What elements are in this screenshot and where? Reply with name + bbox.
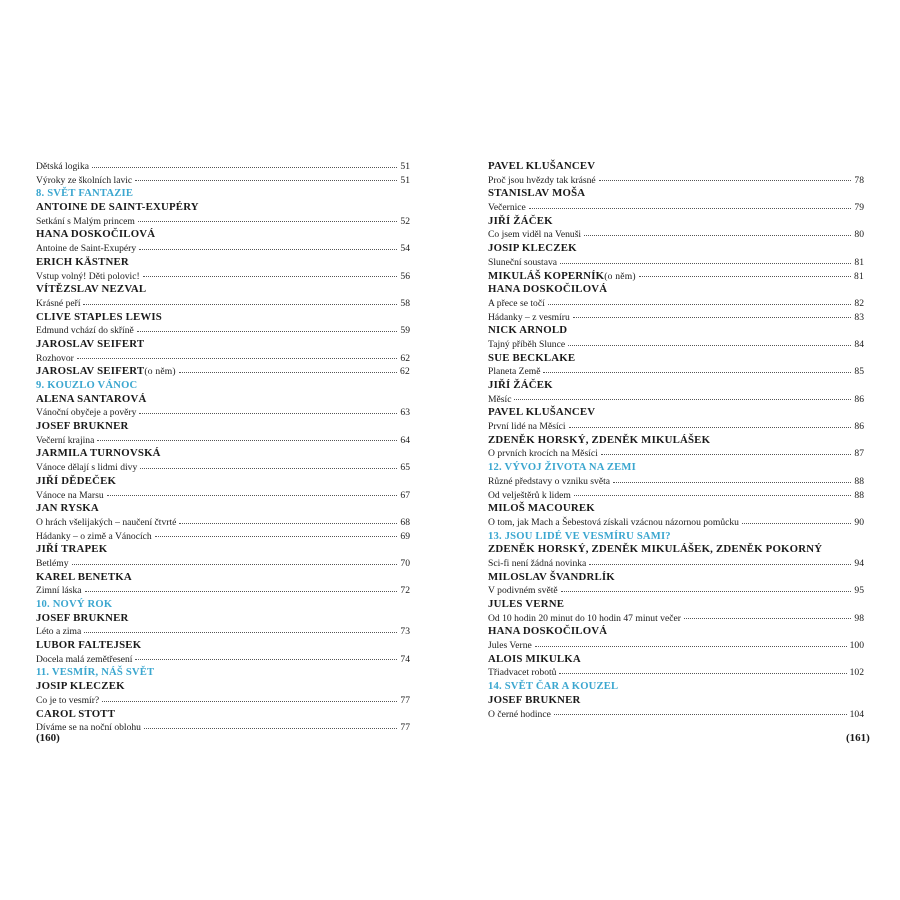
toc-author: JIŘÍ ŽÁČEK [488, 214, 553, 227]
toc-author: JOSIP KLECZEK [36, 680, 125, 693]
author-note: (o něm) [604, 270, 636, 282]
toc-section-heading: 14. SVĚT ČAR A KOUZEL [488, 681, 619, 693]
toc-author: JOSEF BRUKNER [36, 611, 129, 624]
page-ref: 51 [400, 161, 410, 172]
page-ref: 102 [849, 667, 864, 679]
entry-title: Proč jsou hvězdy tak krásné [488, 174, 596, 186]
page-ref: 87 [854, 448, 864, 460]
toc-author: LUBOR FALTEJSEK [36, 639, 142, 652]
toc-entry [36, 625, 410, 639]
toc-entry [36, 516, 410, 530]
toc-entry [36, 352, 410, 366]
toc-left-page [36, 160, 410, 735]
page-ref: 88 [854, 475, 864, 487]
entry-title: Od velještěrů k lidem [488, 489, 571, 501]
toc-author: JIŘÍ TRAPEK [36, 543, 108, 556]
dot-leader [83, 303, 397, 305]
toc-entry [488, 365, 864, 379]
dot-leader [137, 330, 398, 332]
toc-author: HANA DOSKOČILOVÁ [36, 228, 156, 241]
dot-leader [574, 494, 852, 496]
dot-leader [144, 727, 397, 729]
dot-leader [529, 207, 852, 209]
dot-leader [548, 303, 852, 305]
entry-title: Měsíc [488, 393, 512, 405]
toc-author-with-page [488, 270, 864, 284]
dot-leader [102, 700, 397, 702]
page-ref: 73 [400, 626, 410, 638]
entry-title: V podivném světě [488, 585, 558, 597]
toc-author: JOSEF BRUKNER [488, 693, 581, 706]
page-ref: 104 [849, 708, 864, 720]
toc-entry [36, 434, 410, 448]
toc-entry [488, 420, 864, 434]
dot-leader [139, 248, 397, 250]
page-ref: 82 [854, 297, 864, 309]
dot-leader [560, 262, 851, 264]
dot-leader [584, 234, 851, 236]
toc-entry [488, 612, 864, 626]
toc-section-heading: 8. SVĚT FANTAZIE [36, 188, 134, 200]
page-ref: 95 [854, 585, 864, 597]
toc-entry [36, 461, 410, 475]
entry-title: Sluneční soustava [488, 256, 558, 268]
toc-author: CLIVE STAPLES LEWIS [36, 310, 163, 323]
toc-section-heading: 13. JSOU LIDÉ VE VESMÍRU SAMI? [488, 530, 671, 542]
page-ref: 77 [400, 694, 410, 706]
page-ref: 84 [854, 338, 864, 350]
page-ref: 85 [854, 366, 864, 378]
dot-leader [77, 357, 398, 359]
entry-title: Hádanky – z vesmíru [488, 311, 570, 323]
page-ref: 86 [854, 393, 864, 405]
page-ref: 63 [400, 407, 410, 419]
toc-entry [488, 584, 864, 598]
toc-entry [36, 215, 410, 229]
page-ref: 62 [400, 366, 410, 378]
toc-entry [36, 721, 410, 735]
toc-entry [488, 639, 864, 653]
toc-entry [36, 406, 410, 420]
entry-title: Třiadvacet robotů [488, 667, 557, 679]
toc-author-with-page [36, 365, 410, 379]
dot-leader [554, 713, 847, 715]
toc-author: PAVEL KLUŠANCEV [488, 160, 596, 172]
toc-entry [488, 393, 864, 407]
page-ref: 74 [400, 653, 410, 665]
dot-leader [179, 371, 397, 373]
page-ref: 51 [400, 174, 410, 186]
entry-title: Setkání s Malým princem [36, 215, 135, 227]
entry-title: Docela malá zemětřesení [36, 653, 133, 665]
page-number-right: (161) [846, 732, 870, 744]
dot-leader [139, 412, 397, 414]
toc-section-heading: 10. NOVÝ ROK [36, 599, 113, 610]
toc-section-heading: 11. VESMÍR, NÁŠ SVĚT [36, 667, 155, 679]
entry-title: Různé představy o vzniku světa [488, 475, 611, 487]
toc-author: ZDENĚK HORSKÝ, ZDENĚK MIKULÁŠEK [488, 433, 711, 446]
toc-entry [488, 447, 864, 461]
toc-right-page [488, 160, 864, 721]
page-ref: 86 [854, 421, 864, 433]
toc-author: HANA DOSKOČILOVÁ [488, 283, 608, 296]
toc-section-heading: 9. KOUZLO VÁNOC [36, 380, 138, 391]
toc-entry [36, 160, 410, 174]
toc-author: ALOIS MIKULKA [488, 652, 581, 665]
entry-title: Vánoční obyčeje a pověry [36, 407, 137, 419]
toc-entry [36, 530, 410, 544]
toc-author: STANISLAV MOŠA [488, 187, 586, 200]
toc-entry [488, 489, 864, 503]
page-ref: 90 [854, 516, 864, 528]
entry-title: Zimní láska [36, 585, 82, 597]
entry-title: Jules Verne [488, 640, 532, 652]
toc-author: PAVEL KLUŠANCEV [488, 406, 596, 419]
toc-section-heading: 12. VÝVOJ ŽIVOTA NA ZEMI [488, 462, 636, 474]
page-ref: 78 [854, 174, 864, 186]
toc-author: JOSEF BRUKNER [36, 420, 129, 433]
entry-title: Edmund vchází do skříně [36, 325, 134, 337]
entry-title: Antoine de Saint-Exupéry [36, 243, 137, 255]
entry-title: Večerní krajina [36, 434, 95, 446]
page-ref: 56 [400, 270, 410, 282]
author-name: JAROSLAV SEIFERT [36, 365, 145, 378]
dot-leader [143, 275, 398, 277]
toc-entry [488, 338, 864, 352]
entry-title: A přece se točí [488, 297, 545, 309]
toc-author: JIŘÍ ŽÁČEK [488, 379, 553, 391]
dot-leader [535, 645, 847, 647]
entry-title: O černé hodince [488, 708, 551, 720]
author-note: (o něm) [144, 366, 176, 378]
entry-title: Tajný příběh Slunce [488, 338, 566, 350]
entry-title: Co jsem viděl na Venuši [488, 229, 582, 241]
page-ref: 83 [854, 311, 864, 323]
toc-author: JULES VERNE [488, 598, 565, 610]
entry-title: Léto a zima [36, 626, 82, 638]
entry-title: Dětská logika [36, 161, 90, 172]
dot-leader [569, 426, 852, 428]
dot-leader [97, 439, 397, 441]
dot-leader [140, 467, 397, 469]
toc-entry [488, 666, 864, 680]
page-ref: 65 [400, 462, 410, 474]
dot-leader [179, 522, 397, 524]
toc-entry [488, 297, 864, 311]
toc-author: ERICH KÄSTNER [36, 255, 129, 268]
dot-leader [568, 344, 851, 346]
toc-author: JOSIP KLECZEK [488, 242, 577, 255]
page-ref: 80 [854, 229, 864, 241]
page-ref: 72 [400, 585, 410, 597]
toc-entry [36, 297, 410, 311]
toc-author: JAN RYSKA [36, 502, 99, 515]
toc-entry [36, 584, 410, 598]
page-ref: 52 [400, 215, 410, 227]
toc-author: ALENA SANTAROVÁ [36, 392, 147, 405]
page-ref: 67 [400, 489, 410, 501]
entry-title: O hrách všelijakých – naučení čtvrté [36, 516, 177, 528]
dot-leader [135, 179, 397, 181]
entry-title: První lidé na Měsíci [488, 421, 566, 433]
page-ref: 81 [854, 270, 864, 282]
dot-leader [589, 563, 851, 565]
toc-author: JAROSLAV SEIFERT [36, 337, 145, 350]
toc-entry [36, 174, 410, 188]
toc-author: ANTOINE DE SAINT-EXUPÉRY [36, 201, 199, 214]
dot-leader [573, 316, 852, 318]
dot-leader [155, 535, 398, 537]
dot-leader [135, 658, 397, 660]
dot-leader [559, 672, 846, 674]
entry-title: Výroky ze školních lavic [36, 174, 133, 186]
page-ref: 79 [854, 202, 864, 214]
entry-title: Sci-fi není žádná novinka [488, 557, 587, 569]
dot-leader [138, 220, 398, 222]
page-ref: 62 [400, 352, 410, 364]
author-name: MIKULÁŠ KOPERNÍK [488, 269, 605, 282]
page-ref: 69 [400, 530, 410, 542]
dot-leader [107, 494, 398, 496]
toc-author: MILOŠ MACOUREK [488, 502, 595, 515]
entry-title: O prvních krocích na Měsíci [488, 448, 598, 460]
toc-author: NICK ARNOLD [488, 324, 568, 337]
toc-entry [36, 694, 410, 708]
dot-leader [742, 522, 851, 524]
toc-entry [36, 653, 410, 667]
toc-entry [36, 324, 410, 338]
page-ref: 68 [400, 516, 410, 528]
toc-entry [488, 228, 864, 242]
page-ref: 100 [849, 640, 864, 652]
page-ref: 54 [400, 243, 410, 255]
entry-title: Večernice [488, 202, 526, 214]
entry-title: Betlémy [36, 557, 69, 569]
page-ref: 94 [854, 557, 864, 569]
toc-entry [488, 201, 864, 215]
page-ref: 77 [400, 722, 410, 734]
dot-leader [92, 166, 397, 168]
toc-author: JARMILA TURNOVSKÁ [36, 447, 161, 460]
entry-title: Vánoce na Marsu [36, 489, 104, 501]
dot-leader [613, 481, 851, 483]
page-ref: 98 [854, 612, 864, 624]
page-number-left: (160) [36, 732, 60, 744]
toc-entry [36, 489, 410, 503]
entry-title: Vstup volný! Děti polovic! [36, 270, 140, 282]
entry-title: Co je to vesmír? [36, 694, 100, 706]
page-ref: 58 [400, 297, 410, 309]
entry-title: Planeta Země [488, 366, 541, 378]
dot-leader [639, 275, 851, 277]
toc-author: MILOSLAV ŠVANDRLÍK [488, 570, 615, 583]
entry-title: Od 10 hodin 20 minut do 10 hodin 47 minut večer [488, 612, 681, 624]
entry-title: Krásné peří [36, 297, 81, 309]
entry-title: Hádanky – o zimě a Vánocích [36, 530, 152, 542]
toc-entry [488, 475, 864, 489]
toc-author: VÍTĚZSLAV NEZVAL [36, 283, 147, 296]
dot-leader [85, 590, 398, 592]
toc-author: SUE BECKLAKE [488, 351, 576, 364]
dot-leader [543, 371, 851, 373]
dot-leader [599, 179, 852, 181]
entry-title: O tom, jak Mach a Šebestová získali vzácnou názornou pomůcku [488, 516, 739, 528]
entry-title: Rozhovor [36, 352, 74, 364]
entry-title: Díváme se na noční oblohu [36, 722, 141, 734]
page-ref: 70 [400, 557, 410, 569]
page-ref: 64 [400, 434, 410, 446]
toc-entry [36, 270, 410, 284]
dot-leader [561, 590, 852, 592]
page-ref: 81 [854, 256, 864, 268]
toc-entry [488, 557, 864, 571]
toc-entry [488, 256, 864, 270]
toc-entry [488, 708, 864, 722]
dot-leader [684, 617, 851, 619]
toc-author: CAROL STOTT [36, 707, 116, 720]
dot-leader [72, 563, 398, 565]
dot-leader [84, 631, 397, 633]
toc-author: KAREL BENETKA [36, 570, 132, 583]
page-ref: 88 [854, 489, 864, 501]
toc-author: JIŘÍ DĚDEČEK [36, 474, 117, 487]
toc-entry [36, 242, 410, 256]
toc-entry [488, 516, 864, 530]
dot-leader [514, 398, 851, 400]
dot-leader [601, 453, 852, 455]
toc-author: ZDENĚK HORSKÝ, ZDENĚK MIKULÁŠEK, ZDENĚK POKORNÝ [488, 543, 823, 556]
toc-author: HANA DOSKOČILOVÁ [488, 625, 608, 638]
page-ref: 59 [400, 325, 410, 337]
toc-entry [488, 174, 864, 188]
toc-entry [488, 311, 864, 325]
entry-title: Vánoce dělají s lidmi divy [36, 462, 138, 474]
toc-entry [36, 557, 410, 571]
